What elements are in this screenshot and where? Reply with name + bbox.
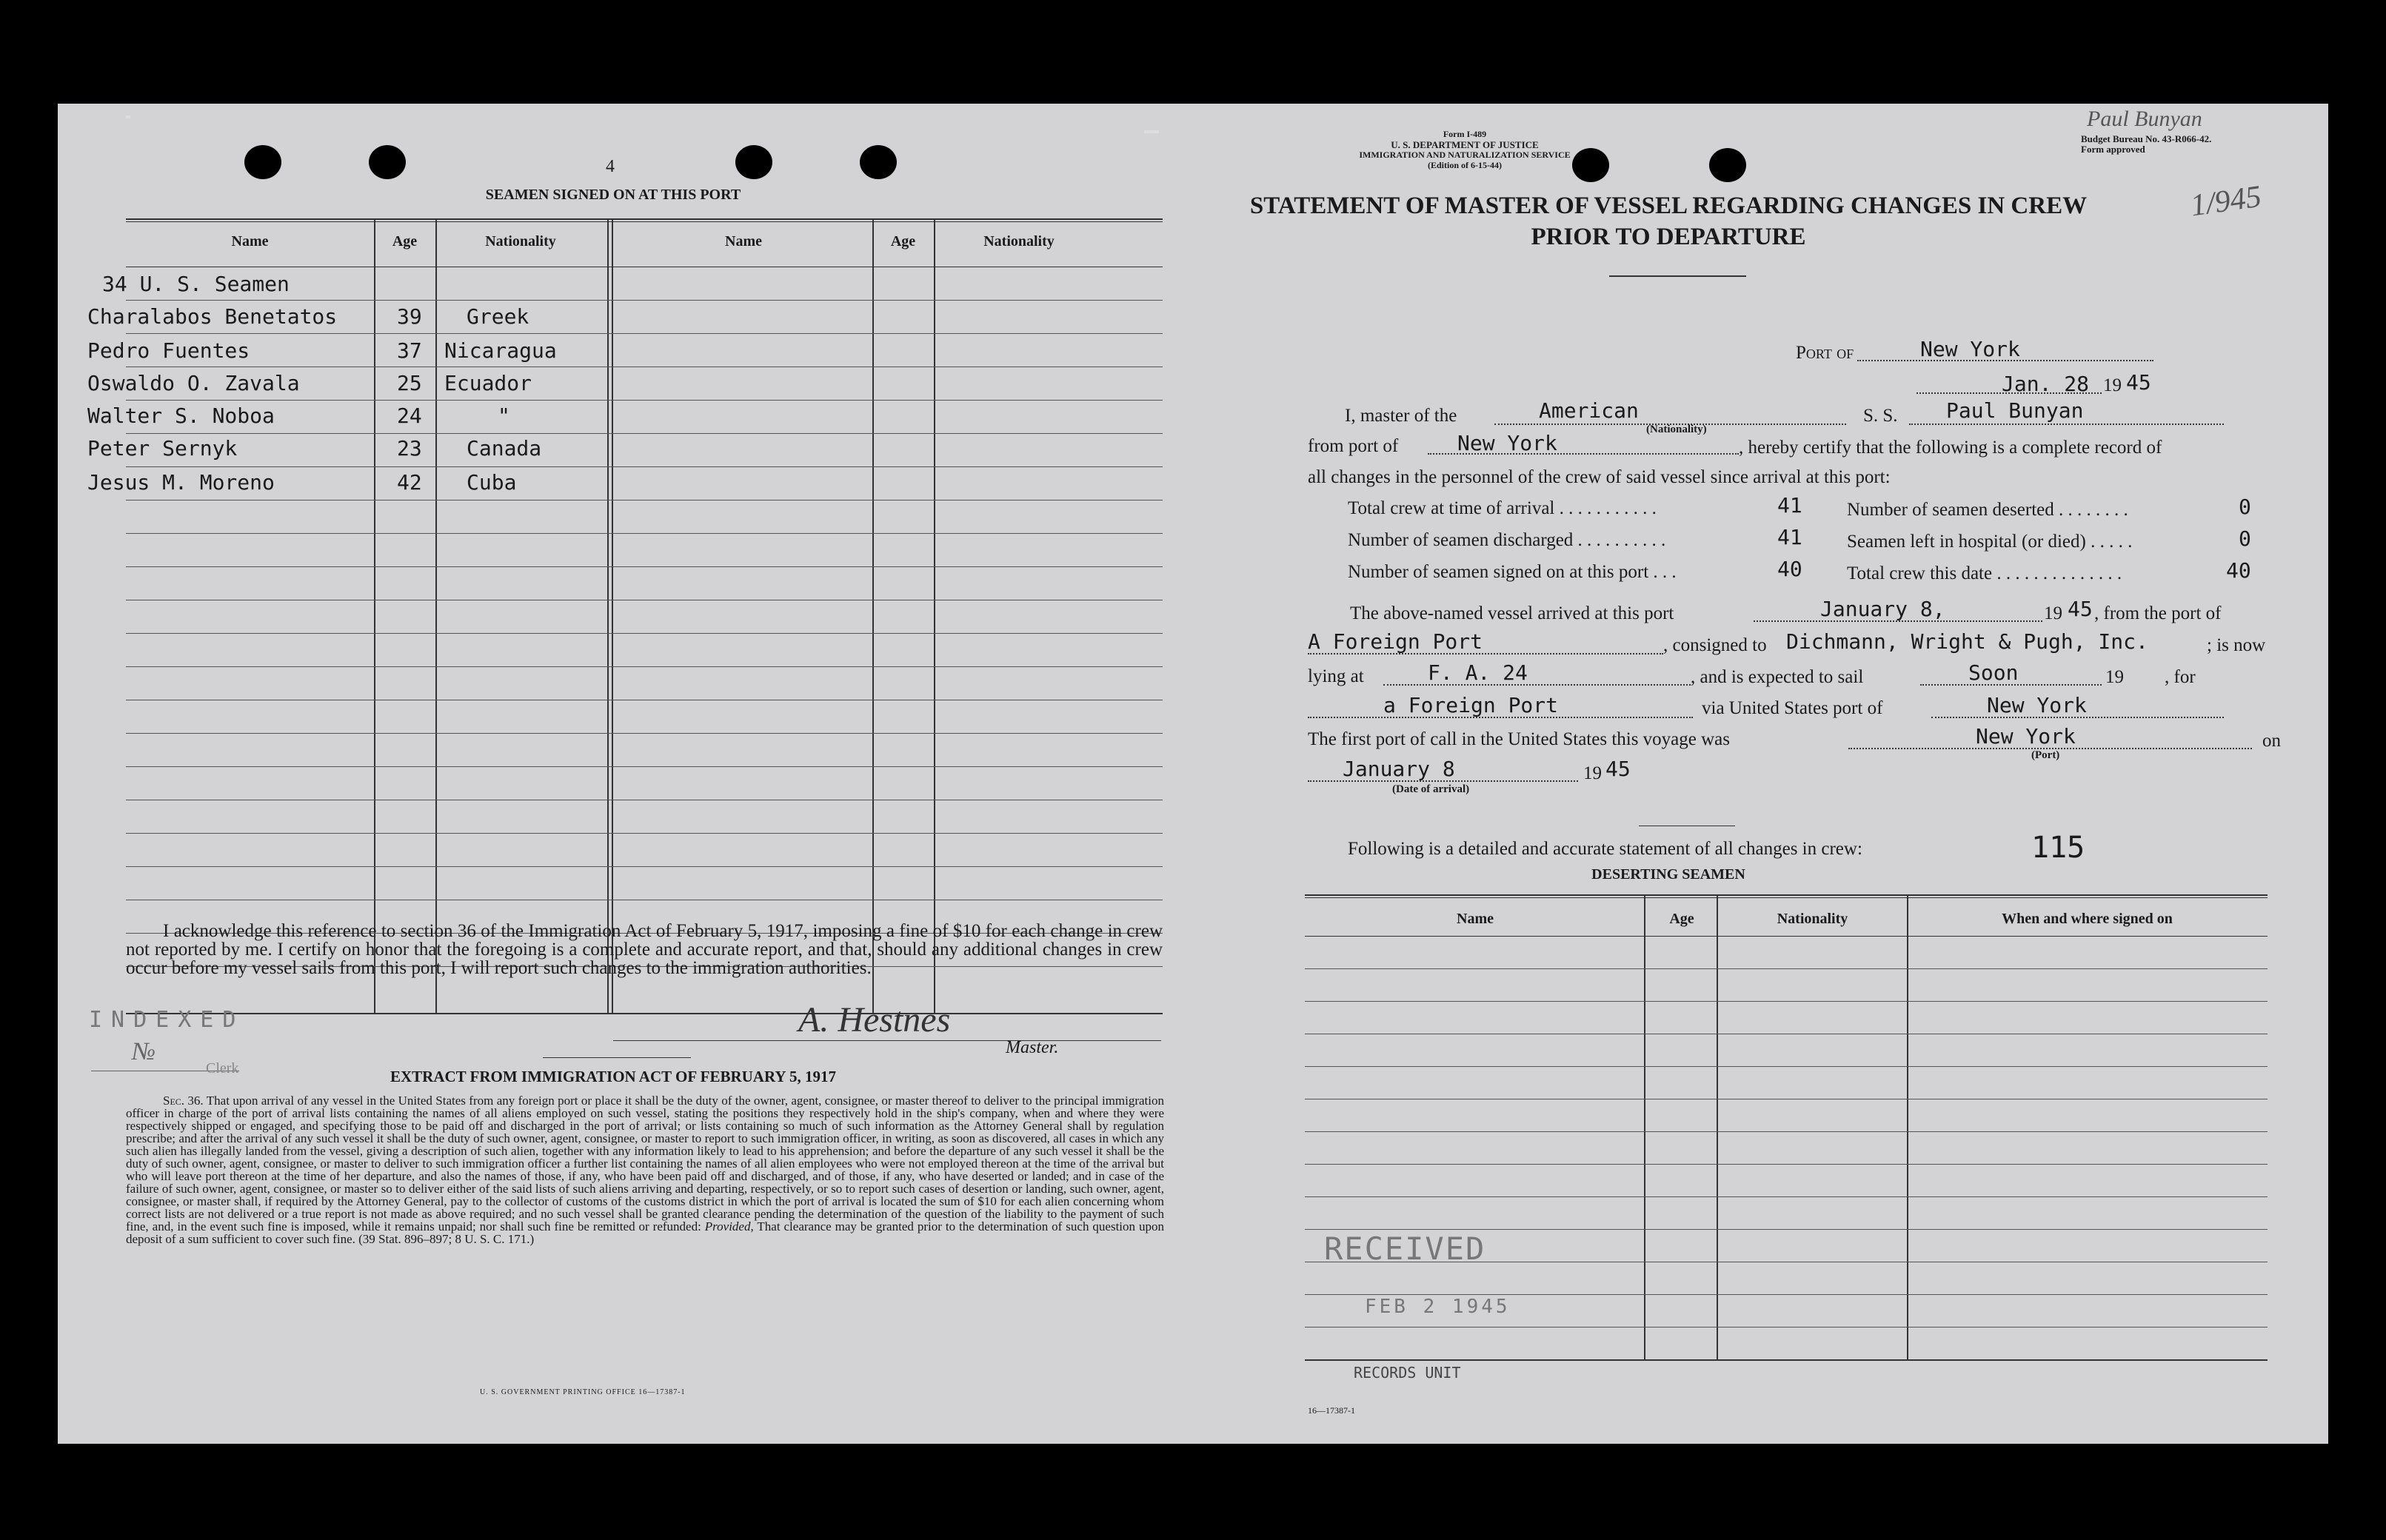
seaman-nationality: Ecuador xyxy=(444,371,532,395)
consigned-to: , consigned to xyxy=(1663,635,1767,655)
stat-right-value: 0 xyxy=(2239,526,2251,551)
arrived-label: The above-named vessel arrived at this port xyxy=(1350,603,1674,623)
seaman-age: 25 xyxy=(397,371,422,395)
extract-text xyxy=(126,1094,1164,1245)
signature-line xyxy=(613,1040,1161,1041)
desert-col-age: Age xyxy=(1669,911,1694,927)
form-approved: Form approved xyxy=(2081,144,2145,155)
port-label: Port of xyxy=(1796,343,1854,363)
clerk-label: Clerk xyxy=(206,1060,239,1077)
seaman-age: 24 xyxy=(397,404,422,428)
foreign-port: A Foreign Port xyxy=(1308,629,1483,654)
seaman-age: 23 xyxy=(397,436,422,461)
indexed-stamp: INDEXED xyxy=(89,1007,245,1033)
budget-bureau: Budget Bureau No. 43-R066-42. xyxy=(2081,133,2212,144)
col-header-age-2: Age xyxy=(890,233,916,250)
extract-section: Sec. 36. xyxy=(163,1094,204,1108)
desert-col-signed-on: When and where signed on xyxy=(2002,911,2173,927)
col-header-nationality-2: Nationality xyxy=(983,233,1055,250)
seaman-age: 37 xyxy=(397,338,422,363)
ship-name: Paul Bunyan xyxy=(1946,398,2084,423)
master-label: Master. xyxy=(1006,1038,1059,1057)
stat-label: Number of seamen signed on at this port . . . xyxy=(1348,562,1677,582)
extract-provided: Provided, xyxy=(704,1219,754,1233)
extract-rule xyxy=(543,1057,691,1058)
col-header-age: Age xyxy=(392,233,418,250)
via-port: New York xyxy=(1987,693,2087,717)
title-line-2: PRIOR TO DEPARTURE xyxy=(1531,224,1806,250)
nationality-caption: (Nationality) xyxy=(1646,424,1707,435)
on-text: on xyxy=(2262,731,2281,751)
acknowledgement-text: I acknowledge this reference to section 36 of the Immigration Act of February 5, 1917, imposing a fine of $10 for each change in crew not reported by me. I certify on honor that the foregoing is a complete and accurate report, and that, should any additional changes in crew occur before my vessel sails from this port, I will report such changes to the immigration authorities. xyxy=(126,921,1163,978)
certify-text-2: all changes in the personnel of the crew of said vessel since arrival at this port: xyxy=(1308,467,1891,487)
arrived-year: 45 xyxy=(2068,597,2093,621)
expected-text: , and is expected to sail xyxy=(1691,667,1864,687)
seaman-age: 42 xyxy=(397,470,422,495)
corner-number: 1/945 xyxy=(2188,179,2264,224)
port-caption: (Port) xyxy=(2031,749,2060,761)
arrived-date: January 8, xyxy=(1820,597,1945,621)
year-prefix: 19 xyxy=(2103,375,2122,395)
number-115: 115 xyxy=(2031,831,2085,865)
for-text: , for xyxy=(2165,667,2196,687)
year-value: 45 xyxy=(2126,370,2151,395)
printing-office: U. S. GOVERNMENT PRINTING OFFICE 16—17387-1 xyxy=(480,1388,686,1396)
is-now: ; is now xyxy=(2207,635,2266,655)
arrival-year: 45 xyxy=(1605,757,1631,781)
table-title: SEAMEN SIGNED ON AT THIS PORT xyxy=(485,187,741,203)
stat-right-label: Seamen left in hospital (or died) . . . . . xyxy=(1847,532,2133,552)
col-header-name: Name xyxy=(231,233,269,250)
sail-year-prefix: 19 xyxy=(2105,667,2124,687)
arrived-year-prefix: 19 xyxy=(2044,603,2062,623)
stat-right-label: Total crew this date . . . . . . . . . . . . . . xyxy=(1847,563,2122,583)
clerk-number: № xyxy=(132,1038,156,1065)
from-the-port-of: , from the port of xyxy=(2094,603,2222,623)
ss-label: S. S. xyxy=(1863,406,1898,426)
desert-col-name: Name xyxy=(1457,911,1494,927)
received-stamp: RECEIVED xyxy=(1324,1231,1486,1267)
following-text: Following is a detailed and accurate statement of all changes in crew: xyxy=(1348,839,1862,859)
first-port-text: The first port of call in the United States this voyage was xyxy=(1308,729,1731,749)
seamen-table xyxy=(87,218,1163,1018)
extract-title: EXTRACT FROM IMMIGRATION ACT OF FEBRUARY 5, 1917 xyxy=(390,1068,837,1085)
lying-value: F. A. 24 xyxy=(1428,660,1528,685)
corner-note: Paul Bunyan xyxy=(2087,107,2202,131)
title-line-1: STATEMENT OF MASTER OF VESSEL REGARDING CHANGES IN CREW xyxy=(1249,192,2088,219)
service: IMMIGRATION AND NATURALIZATION SERVICE xyxy=(1359,150,1571,160)
port-value: New York xyxy=(1920,337,2020,361)
destination: a Foreign Port xyxy=(1383,693,1559,717)
scan-mark xyxy=(1144,130,1159,133)
stat-right-label: Number of seamen deserted . . . . . . . . xyxy=(1847,500,2128,520)
master-of-the-label: I, master of the xyxy=(1345,406,1457,426)
master-signature: A. Hestnes xyxy=(798,1000,951,1040)
stat-label: Total crew at time of arrival . . . . . . . . . . . xyxy=(1348,498,1657,518)
stat-right-value: 0 xyxy=(2239,495,2251,519)
via-text: via United States port of xyxy=(1702,698,1883,718)
edition: (Edition of 6-15-44) xyxy=(1428,160,1502,170)
stat-right-value: 40 xyxy=(2226,558,2251,583)
col-header-name-2: Name xyxy=(725,233,762,250)
stat-label: Number of seamen discharged . . . . . . . . . . xyxy=(1348,530,1666,550)
from-port-label: from port of xyxy=(1308,436,1399,456)
deserting-table xyxy=(1305,894,2268,1361)
first-port-value: New York xyxy=(1976,724,2076,749)
lying-at: lying at xyxy=(1308,666,1364,686)
date-value: Jan. 28 xyxy=(2002,372,2090,396)
document-sheet xyxy=(58,104,2328,1444)
arrival-date: January 8 xyxy=(1343,757,1455,781)
desert-col-nationality: Nationality xyxy=(1777,911,1848,927)
stat-value: 40 xyxy=(1777,557,1802,581)
seaman-name: Oswaldo O. Zavala xyxy=(87,371,300,395)
seaman-name: Walter S. Noboa xyxy=(87,404,275,428)
col-header-nationality: Nationality xyxy=(485,233,556,250)
arrival-year-prefix: 19 xyxy=(1583,763,1602,783)
seaman-name: Peter Sernyk xyxy=(87,436,238,461)
department: U. S. DEPARTMENT OF JUSTICE xyxy=(1391,139,1539,150)
seaman-nationality: Cuba xyxy=(467,470,517,495)
stat-value: 41 xyxy=(1777,493,1802,518)
date-caption: (Date of arrival) xyxy=(1392,783,1470,795)
left-page xyxy=(58,104,1183,1444)
from-port-value: New York xyxy=(1457,431,1557,455)
deserting-title: DESERTING SEAMEN xyxy=(1591,866,1745,883)
scan-mark xyxy=(126,116,130,118)
seaman-nationality: Canada xyxy=(467,436,542,461)
sail-value: Soon xyxy=(1968,660,2019,685)
certify-text: , hereby certify that the following is a complete record of xyxy=(1739,438,2162,458)
extract-tail: That clearance may be granted prior to the determination of such question upon deposit of a sum sufficient to cover such fine. (39 Stat. 896–897; 8 U. S. C. 171.) xyxy=(126,1219,1164,1246)
records-unit: RECORDS UNIT xyxy=(1354,1364,1461,1382)
seaman-name: 34 U. S. Seamen xyxy=(102,272,290,296)
received-date: FEB 2 1945 xyxy=(1365,1296,1511,1318)
seaman-name: Jesus M. Moreno xyxy=(87,470,275,495)
seaman-name: Pedro Fuentes xyxy=(87,338,250,363)
footer-code: 16—17387-1 xyxy=(1308,1405,1355,1416)
right-page xyxy=(1228,104,2328,1444)
page-number: 4 xyxy=(606,157,615,176)
seaman-nationality: Nicaragua xyxy=(444,338,557,363)
seaman-age: 39 xyxy=(397,304,422,329)
title-rule xyxy=(1609,275,1746,277)
seaman-name: Charalabos Benetatos xyxy=(87,304,338,329)
consignee: Dichmann, Wright & Pugh, Inc. xyxy=(1786,629,2148,654)
extract-body: That upon arrival of any vessel in the United States from any foreign port or place it shall be the duty of the owner, agent, consignee, or master thereof to deliver to the principal immigration officer in charge of the port of arrival lists containing the names of all aliens employed on such vessel, stating the positions they respectively hold in the ship's company, when and where they were respectively shipped or engaged, and specifying those to be paid off and discharged in the port of arrival; or lists containing so much of such information as the Attorney General shall by regulation prescribe; and after the arrival of any such vessel it shall be the duty of such owner, agent, consignee, or master to report to such immigration officer, in writing, as soon as discovered, all cases in which any such alien has illegally landed from the vessel, giving a description of such alien, together with any information likely to lead to his apprehension; and before the departure of any such vessel it shall be the duty of such owner, agent, consignee, or master to deliver to such immigration officer a further list containing the names of all alien employees who were not employed thereon at the time of the arrival but who will leave port thereon at the time of her departure, and also the names of those, if any, who have been paid off and discharged, and of those, if any, who have deserted or landed; and in case of the failure of such owner, agent, consignee, or master so to deliver either of the said lists of such aliens arriving and departing, respectively, or so to report such cases of desertion or landing, such owner, agent, consignee, or master shall, if required by the Attorney General, pay to the collector of customs of the customs district in which the port of arrival is located the sum of $10 for each alien concerning whom correct lists are not delivered or a true report is not made as above required; and no such vessel shall be granted clearance pending the determination of the question of the liability to the payment of such fine, and, in the event such fine is imposed, while it remains unpaid; nor shall such fine be remitted or refunded: xyxy=(126,1094,1165,1233)
nationality-value: American xyxy=(1539,398,1639,423)
stat-value: 41 xyxy=(1777,525,1802,549)
form-number: Form I-489 xyxy=(1443,129,1487,139)
seaman-nationality: " xyxy=(498,404,510,428)
seaman-nationality: Greek xyxy=(467,304,529,329)
